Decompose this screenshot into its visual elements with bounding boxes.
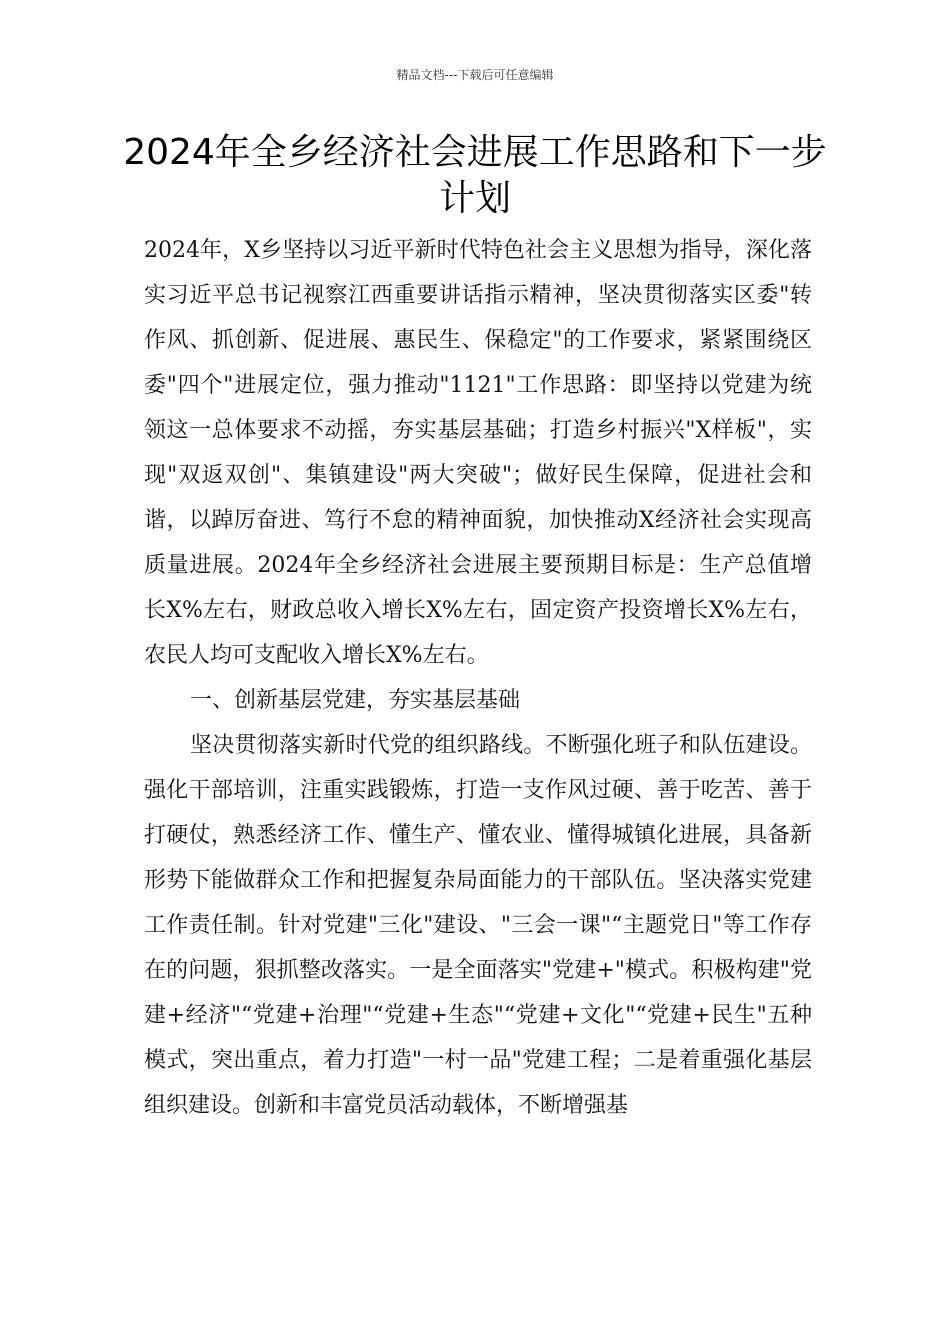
intro-paragraph: 2024年，X乡坚持以习近平新时代特色社会主义思想为指导，深化落实习近平总书记视察江西重要讲话指示精神，坚决贯彻落实区委"转作风、抓创新、促进展、惠民生、保稳定"的工作要求，紧紧围绕区委"四个"进展定位，强力推动"1121"工作思路：即坚持以党建为统领这一总体要求不动摇，夯实基层基础；打造乡村振兴"X样板"，实现"双返双创"、集镇建设"两大突破"；做好民生保障，促进社会和谐，以踔厉奋进、笃行不怠的精神面貌，加快推动X经济社会实现高质量进展。2024年全乡经济社会进展主要预期目标是：生产总值增长X%左右，财政总收入增长X%左右，固定资产投资增长X%左右，农民人均可支配收入增长X%左右。	[144, 238, 812, 668]
document-body	[144, 228, 812, 1128]
section-paragraph-1: 坚决贯彻落实新时代党的组织路线。不断强化班子和队伍建设。强化干部培训，注重实践锻炼，打造一支作风过硬、善于吃苦、善于打硬仗，熟悉经济工作、懂生产、懂农业、懂得城镇化进展，具备新形势下能做群众工作和把握复杂局面能力的干部队伍。坚决落实党建工作责任制。针对党建"三化"建设、"三会一课"“主题党日"等工作存在的问题，狠抓整改落实。一是全面落实"党建+"模式。积极构建"党建+经济"“党建+治理"“党建+生态"“党建+文化"“党建+民生"五种模式，突出重点，着力打造"一村一品"党建工程；二是着重强化基层组织建设。创新和丰富党员活动载体，不断增强基	[144, 733, 812, 1118]
document-title: 2024年全乡经济社会进展工作思路和下一步计划	[123, 132, 827, 219]
header-note: 精品文档---下载后可任意编辑	[396, 68, 554, 82]
section-heading-1: 一、创新基层党建，夯实基层基础	[190, 688, 521, 713]
